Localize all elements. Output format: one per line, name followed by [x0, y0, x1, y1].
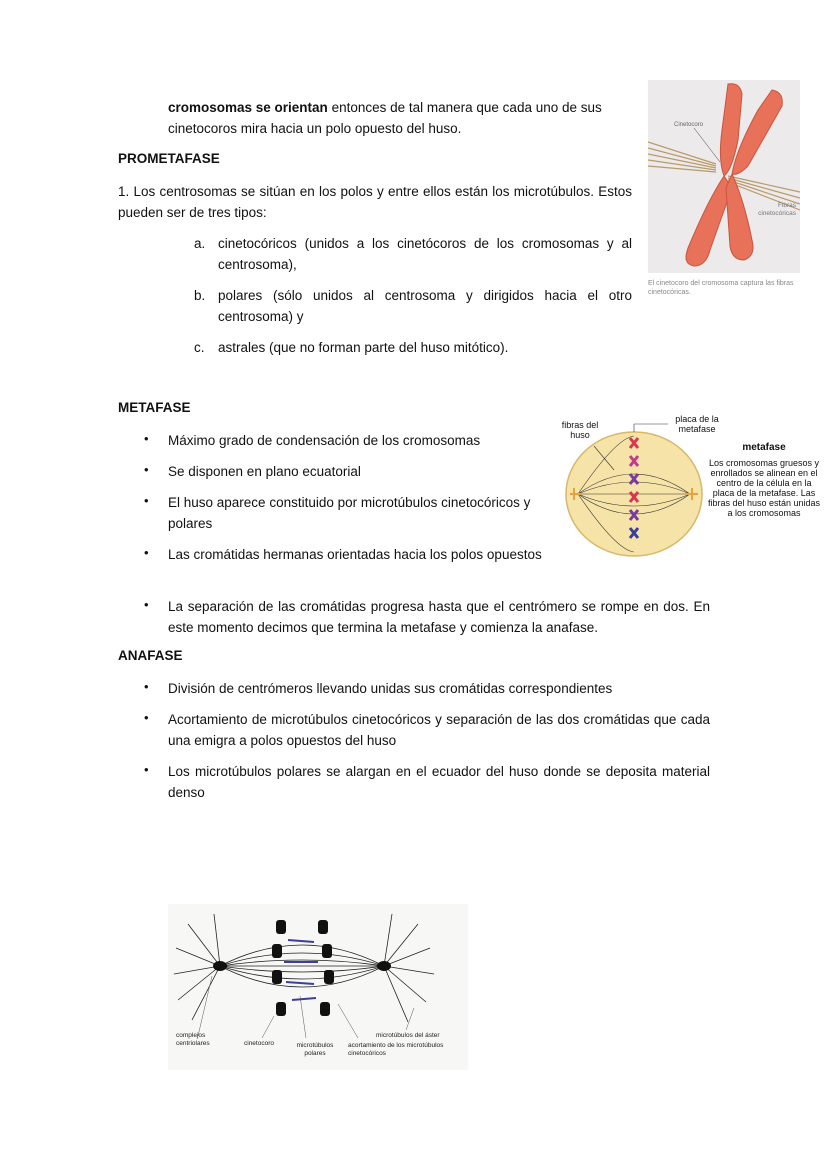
label-metaphase-plate: placa de la metafase — [675, 414, 719, 434]
sub-letter-c: c. — [194, 340, 205, 355]
metafase-bullet-4: Las cromátidas hermanas orientadas hacia los polos opuestos — [168, 547, 542, 562]
chromosome-figure — [648, 80, 800, 273]
intro-line-2: cinetocoros mira hacia un polo opuesto del huso. — [168, 121, 462, 136]
bullet-dot: • — [144, 597, 149, 612]
bullet-dot: • — [144, 545, 149, 560]
label-polar-microtubules: microtúbulos polares — [296, 1042, 334, 1057]
intro-bold: cromosomas se orientan — [168, 100, 328, 115]
bullet-dot: • — [144, 679, 149, 694]
anaphase-figure — [168, 904, 468, 1070]
anafase-bullet-1: División de centrómeros llevando unidas sus cromátidas correspondientes — [168, 681, 613, 696]
chromosome-illustration — [648, 80, 800, 273]
intro-rest: entonces de tal manera que cada uno de sus — [327, 100, 602, 115]
intro-line-1 — [168, 97, 632, 118]
label-spindle-fibers: fibras del huso — [561, 420, 599, 440]
sub-text-a: cinetocóricos (unidos a los cinetócoros de los cromosomas y al centrosoma), — [218, 236, 632, 272]
sub-text-c: astrales (que no forman parte del huso mitótico). — [218, 340, 509, 355]
anafase-bullet-2: Acortamiento de microtúbulos cinetocóricos y separación de las dos cromátidas que cada una emigra a polos opuestos del huso — [168, 712, 710, 748]
metafase-heading: METAFASE — [118, 400, 191, 415]
chromosome-caption: El cinetocoro del cromosoma captura las fibras cinetocóricas. — [648, 280, 794, 296]
anafase-bullet-3: Los microtúbulos polares se alargan en el ecuador del huso donde se deposita material denso — [168, 764, 710, 800]
label-anaphase-kinetochore: cinetocoro — [244, 1040, 274, 1047]
label-aster-microtubules: microtúbulos del áster — [376, 1032, 440, 1039]
bullet-dot: • — [144, 493, 149, 508]
metafase-bullet-3: El huso aparece constituido por microtúbulos cinetocóricos y polares — [168, 495, 531, 531]
prometafase-item-1: 1. Los centrosomas se sitúan en los polos y entre ellos están los microtúbulos. Estos pueden ser de tres tipos: — [118, 184, 632, 220]
metaphase-description: Los cromosomas gruesos y enrollados se alinean en el centro de la célula en la placa de la metafase. Las fibras del huso están unidas a los cromosomas — [707, 458, 821, 518]
metaphase-figure — [556, 414, 822, 564]
sub-letter-a: a. — [194, 236, 206, 251]
label-shortening: acortamiento de los microtúbulos cinetocóricos — [348, 1042, 444, 1057]
bullet-dot: • — [144, 431, 149, 446]
label-centriolar-complexes: complejos centriolares — [176, 1032, 210, 1047]
metafase-bullet-1: Máximo grado de condensación de los cromosomas — [168, 433, 481, 448]
prometafase-heading: PROMETAFASE — [118, 151, 220, 166]
bullet-dot: • — [144, 762, 149, 777]
metafase-bullet-5: La separación de las cromátidas progresa hasta que el centrómero se rompe en dos. En este momento decimos que termina la metafase y comienza la anafase. — [168, 599, 710, 635]
label-kinetochore: Cinetocoro — [674, 122, 704, 128]
bullet-dot: • — [144, 710, 149, 725]
anafase-heading: ANAFASE — [118, 648, 183, 663]
metaphase-title: metafase — [742, 442, 786, 453]
metafase-bullet-2: Se disponen en plano ecuatorial — [168, 464, 361, 479]
sub-letter-b: b. — [194, 288, 206, 303]
sub-text-b: polares (sólo unidos al centrosoma y dirigidos hacia el otro centrosoma) y — [218, 288, 632, 324]
label-fibers: Fibras cinetocóricas — [758, 202, 796, 217]
bullet-dot: • — [144, 462, 149, 477]
